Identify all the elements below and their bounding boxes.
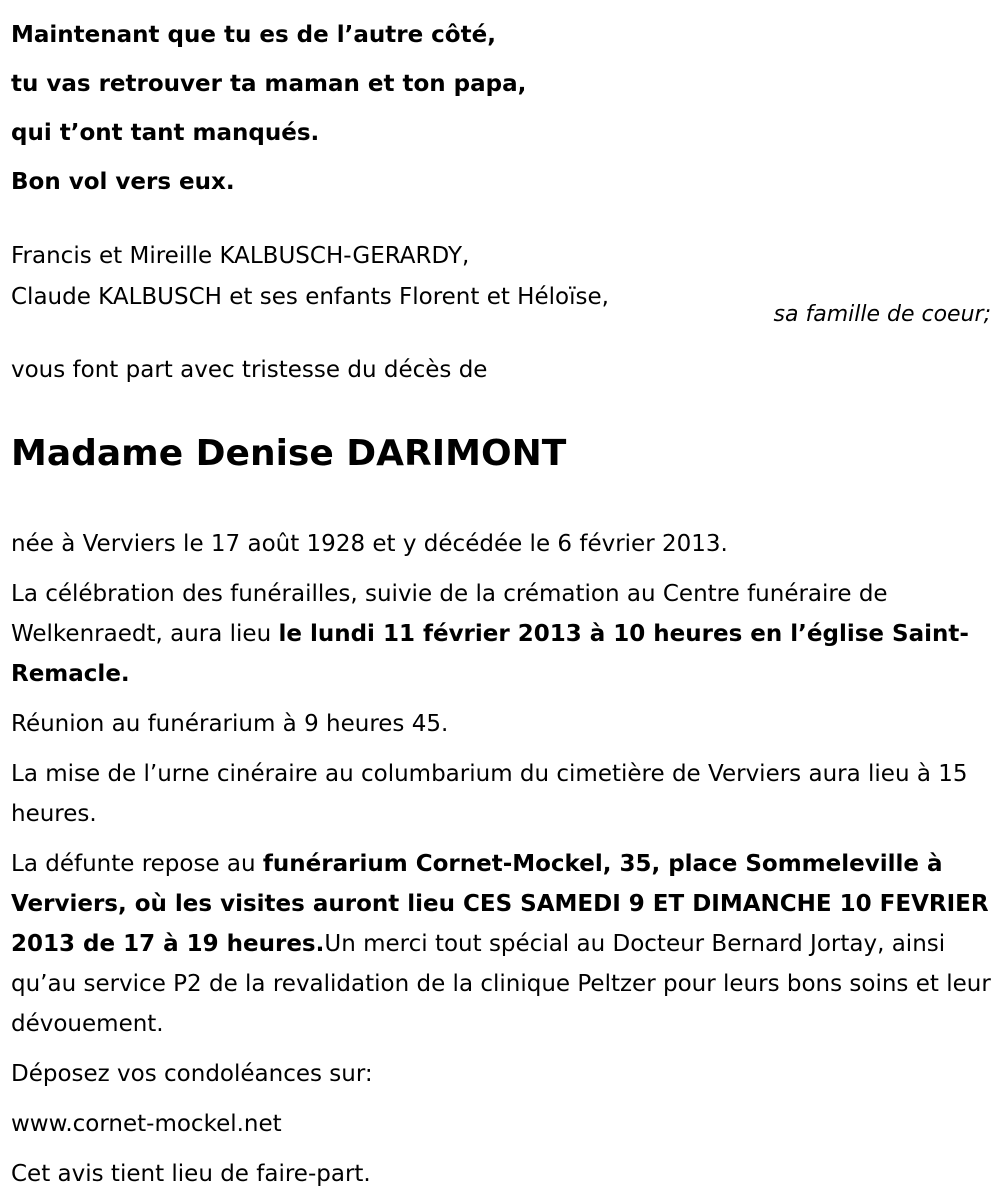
poem: [11, 11, 526, 207]
repose-intro: La défunte repose au: [11, 851, 263, 877]
family-line-2: Claude KALBUSCH et ses enfants Florent et Héloïse,: [11, 284, 609, 310]
birth-death: née à Verviers le 17 août 1928 et y décédée le 6 février 2013.: [11, 531, 728, 557]
condolences-label: Déposez vos condoléances sur:: [11, 1061, 373, 1087]
family-note: sa famille de coeur;: [773, 302, 991, 327]
reunion-info: Réunion au funérarium à 9 heures 45.: [11, 711, 449, 737]
repose-details: funérarium Cornet-Mockel, 35, place Sommeleville à Verviers, où les visites auront lieu CES SAMEDI 9 ET DIMANCHE 10 FEVRIER 2013 de 17 à 19 heures.: [11, 851, 989, 957]
poem-line: tu vas retrouver ta maman et ton papa,: [11, 71, 527, 97]
family-line-1: Francis et Mireille KALBUSCH-GERARDY,: [11, 243, 470, 269]
family-list: [11, 236, 609, 318]
website-link[interactable]: www.cornet-mockel.net: [11, 1111, 282, 1137]
thanks-text: Un merci tout spécial au Docteur Bernard Jortay, ainsi qu’au service P2 de la revalidation de la clinique Peltzer pour leurs bons soins et leur dévouement.: [11, 931, 991, 1037]
funeral-intro: La célébration des funérailles, suivie de la crémation au Centre funéraire de Welkenraedt, aura lieu: [11, 581, 888, 647]
notice-body: [11, 524, 991, 1204]
poem-line: Maintenant que tu es de l’autre côté,: [11, 22, 496, 48]
poem-line: qui t’ont tant manqués.: [11, 120, 320, 146]
deceased-name: Madame Denise DARIMONT: [11, 433, 567, 474]
closing-note: Cet avis tient lieu de faire-part.: [11, 1161, 371, 1187]
poem-line: Bon vol vers eux.: [11, 169, 235, 195]
funeral-info: [11, 574, 991, 694]
urn-info: La mise de l’urne cinéraire au columbarium du cimetière de Verviers aura lieu à 15 heures.: [11, 761, 968, 827]
repose-info: [11, 844, 991, 1044]
announcement: vous font part avec tristesse du décès de: [11, 357, 488, 383]
funeral-date: le lundi 11 février 2013 à 10 heures en l’église Saint-Remacle.: [11, 621, 969, 687]
